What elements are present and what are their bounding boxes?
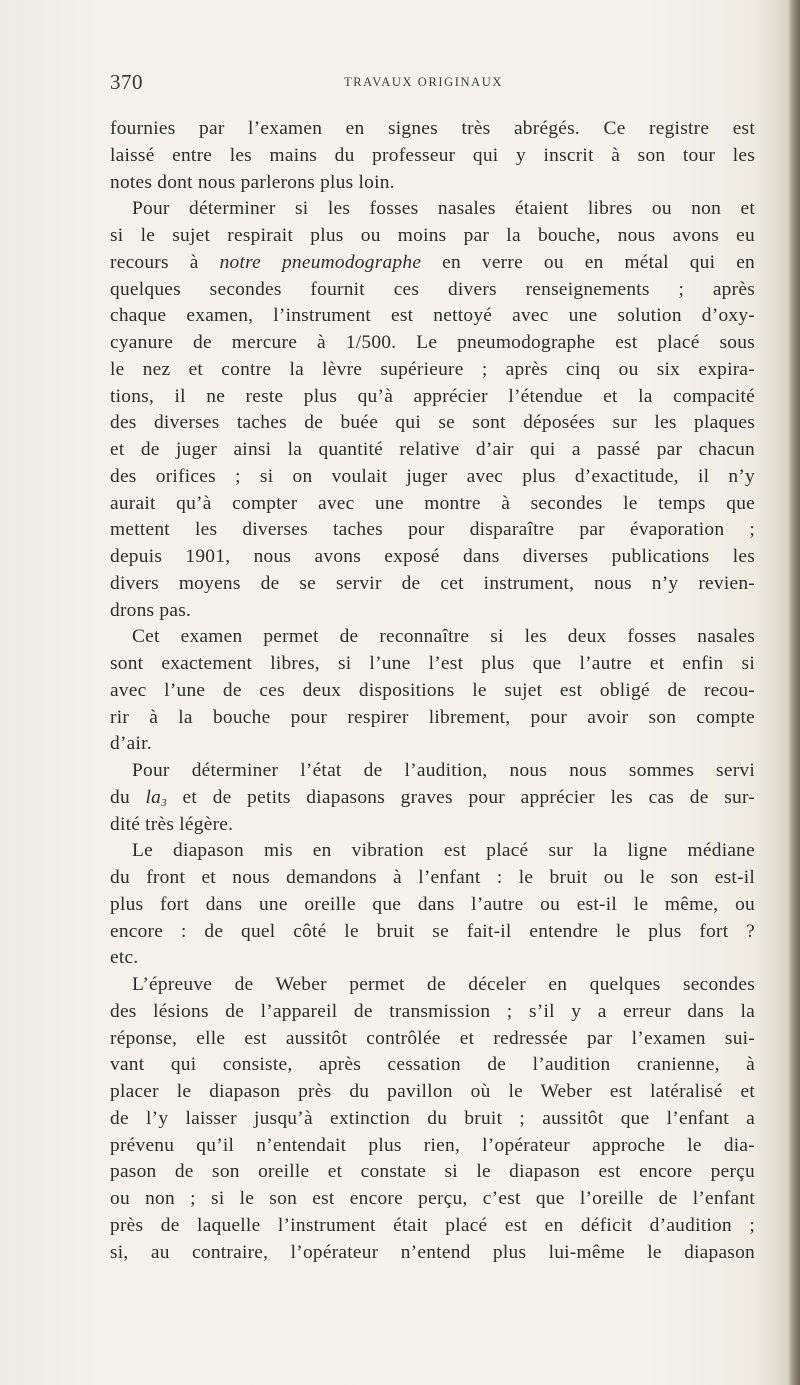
text-line: rir à la bouche pour respirer librement, pour avoir son compte (110, 706, 755, 728)
book-binding-edge (788, 0, 800, 1385)
text-line: depuis 1901, nous avons exposé dans diverses publications les (110, 546, 755, 567)
text-line: près de laquelle l’instrument était placé est en déficit d’audition ; (110, 1214, 755, 1236)
text-line: aurait qu’à compter avec une montre à secondes le temps que (110, 492, 755, 514)
paragraph-start-line: Cet examen permet de reconnaître si les deux fosses nasales (132, 626, 755, 648)
paragraph-start-line: Pour déterminer l’état de l’audition, nous nous sommes servi (132, 760, 755, 781)
text-line: si le sujet respirait plus ou moins par la bouche, nous avons eu (110, 225, 755, 246)
text-line: du front et nous demandons à l’enfant : le bruit ou le son est-il (110, 867, 755, 888)
text-line: plus fort dans une oreille que dans l’autre ou est-il le même, ou (110, 893, 755, 915)
text-line: tions, il ne reste plus qu’à apprécier l’étendue et la compacité (110, 385, 755, 407)
text-line: vant qui consiste, après cessation de l’audition cranienne, à (110, 1054, 755, 1076)
subscript-index: 3 (161, 796, 167, 809)
text-line: fournies par l’examen en signes très abrégés. Ce registre est (110, 118, 755, 139)
text-line: encore : de quel côté le bruit se fait-il entendre le plus fort ? (110, 920, 755, 942)
text-line: et de juger ainsi la quantité relative d’air qui a passé par chacun (110, 439, 755, 460)
tuning-fork-note: la (145, 786, 162, 808)
text-line: pason de son oreille et constate si le diapason est encore perçu (110, 1161, 755, 1183)
page-number: 370 (110, 70, 143, 94)
body-text (110, 116, 755, 1266)
text-line: cyanure de mercure à 1/500. Le pneumodographe est placé sous (110, 332, 755, 353)
paragraph-start-line: Le diapason mis en vibration est placé sur la ligne médiane (132, 840, 755, 862)
text-line: des diverses taches de buée qui se sont déposées sur les plaques (110, 412, 755, 434)
text-line: notes dont nous parlerons plus loin. (110, 171, 395, 193)
running-title: TRAVAUX ORIGINAUX (344, 75, 504, 89)
paragraph-start-line: Pour déterminer si les fosses nasales étaient libres ou non et (132, 198, 755, 220)
text-line: etc. (110, 947, 139, 969)
text-line: prévenu qu’il n’entendait plus rien, l’opérateur approche le dia- (110, 1134, 755, 1156)
text-line: sont exactement libres, si l’une l’est plus que l’autre et enfin si (110, 653, 755, 674)
running-header (0, 66, 800, 96)
line-segment: en verre ou en métal qui en (421, 251, 755, 273)
paragraph-start-line: L’épreuve de Weber permet de déceler en quelques secondes (132, 974, 755, 995)
text-line: réponse, elle est aussitôt contrôlée et redressée par l’examen sui- (110, 1027, 755, 1049)
text-line: quelques secondes fournit ces divers renseignements ; après (110, 278, 755, 300)
text-line: drons pas. (110, 599, 192, 621)
text-line: d’air. (110, 733, 152, 755)
text-line (110, 250, 755, 277)
line-segment: recours à (110, 251, 220, 273)
italic-term (146, 787, 167, 808)
text-line: placer le diapason près du pavillon où le Weber est latéralisé et (110, 1081, 755, 1102)
text-line (110, 785, 755, 812)
line-segment: du (110, 786, 146, 808)
text-line: laissé entre les mains du professeur qui y inscrit à son tour les (110, 144, 755, 166)
text-line: des lésions de l’appareil de transmission ; s’il y a erreur dans la (110, 1000, 755, 1022)
text-line: avec l’une de ces deux dispositions le sujet est obligé de recou- (110, 679, 755, 701)
text-line: divers moyens de se servir de cet instrument, nous n’y revien- (110, 572, 755, 594)
text-line: de l’y laisser jusqu’à extinction du bruit ; aussitôt que l’enfant a (110, 1107, 755, 1129)
text-line: mettent les diverses taches pour disparaître par évaporation ; (110, 519, 755, 541)
line-segment: et de petits diapasons graves pour apprécier les cas de sur- (166, 786, 755, 808)
italic-term: notre pneumodographe (219, 251, 422, 273)
text-line: le nez et contre la lèvre supérieure ; après cinq ou six expira- (110, 358, 755, 380)
text-line: si, au contraire, l’opérateur n’entend plus lui-même le diapason (110, 1241, 755, 1263)
text-line: chaque examen, l’instrument est nettoyé avec une solution d’oxy- (110, 305, 755, 327)
text-line: des orifices ; si on voulait juger avec plus d’exactitude, il n’y (110, 465, 755, 487)
text-line: ou non ; si le son est encore perçu, c’est que l’oreille de l’enfant (110, 1188, 755, 1209)
text-line: dité très légère. (110, 813, 234, 835)
